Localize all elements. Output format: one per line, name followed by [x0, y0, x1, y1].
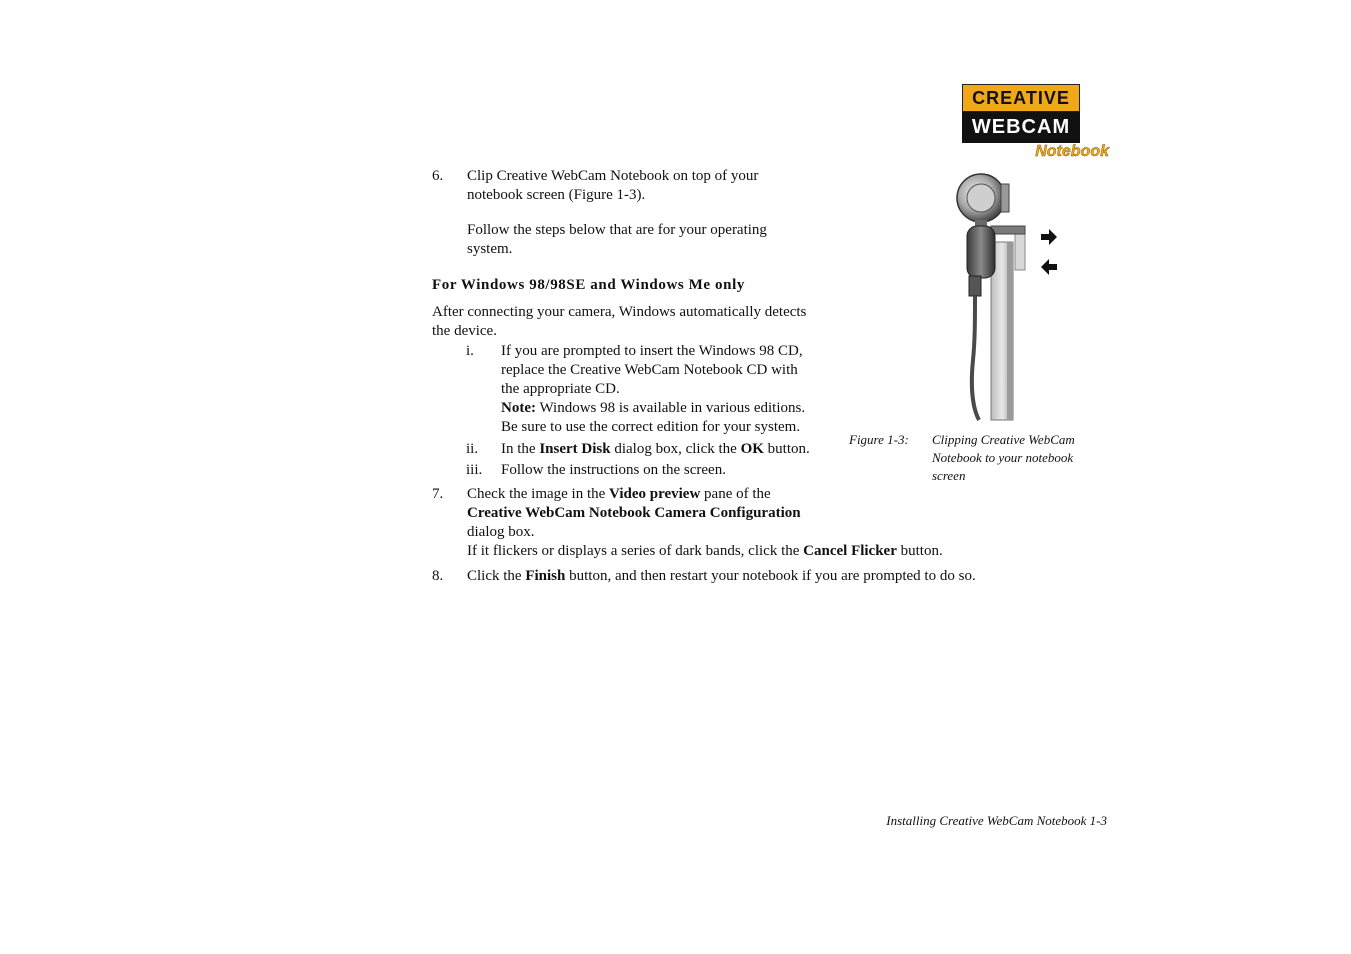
substep-text: button.	[763, 441, 810, 457]
intro-paragraph	[432, 303, 806, 341]
substep-text: In the	[501, 441, 540, 457]
substep-text: the appropriate CD.	[501, 381, 620, 397]
substep-number: ii.	[466, 441, 479, 457]
page-footer: Installing Creative WebCam Notebook 1-3	[886, 813, 1107, 828]
step-text: button, and then restart your notebook if you are prompted to do so.	[565, 568, 976, 584]
finish-label: Finish	[525, 568, 566, 584]
note-label: Note:	[501, 400, 536, 416]
logo-product: WEBCAM	[962, 112, 1080, 143]
step-text: dialog box.	[467, 524, 535, 540]
substep-number: iii.	[466, 462, 483, 478]
step-text: Click the	[467, 568, 526, 584]
substep-number: i.	[466, 343, 474, 359]
step-text: system.	[467, 241, 513, 257]
note-text: Be sure to use the correct edition for your system.	[501, 419, 801, 435]
intro-line: the device.	[432, 323, 497, 339]
caption-line: Clipping Creative WebCam	[932, 432, 1075, 447]
step-text: If it flickers or displays a series of dark bands, click the	[467, 543, 804, 559]
substep-text: replace the Creative WebCam Notebook CD with	[501, 362, 798, 378]
step-text: Check the image in the	[467, 486, 610, 502]
step-text: Clip Creative WebCam Notebook on top of your	[467, 168, 759, 184]
intro-line: After connecting your camera, Windows automatically detects	[432, 304, 807, 320]
step-text: pane of the	[700, 486, 771, 502]
figure-label: Figure 1-3:	[849, 432, 909, 447]
video-preview-label: Video preview	[609, 486, 701, 502]
caption-line: screen	[932, 468, 966, 483]
step-number: 7.	[432, 486, 444, 502]
substep-text: If you are prompted to insert the Windows 98 CD,	[501, 343, 803, 359]
note-text: Windows 98 is available in various editions.	[535, 400, 806, 416]
logo-brand: CREATIVE	[962, 84, 1080, 112]
creative-webcam-logo	[961, 83, 1111, 163]
cancel-flicker-label: Cancel Flicker	[803, 543, 897, 559]
insert-disk-label: Insert Disk	[539, 441, 611, 457]
note	[501, 399, 805, 418]
step-text: Follow the steps below that are for your operating	[467, 222, 767, 238]
step-number: 6.	[432, 168, 444, 184]
camera-config-label: Creative WebCam Notebook Camera Configuration	[467, 505, 801, 521]
step-text: button.	[896, 543, 943, 559]
caption-line: Notebook to your notebook	[932, 450, 1074, 465]
substep-text: Follow the instructions on the screen.	[501, 462, 726, 478]
step-number: 8.	[432, 568, 444, 584]
ok-label: OK	[740, 441, 764, 457]
step-text: notebook screen (Figure 1-3).	[467, 187, 646, 203]
substep-text: dialog box, click the	[610, 441, 741, 457]
webcam-clip-illustration	[945, 170, 1065, 422]
section-heading: For Windows 98/98SE and Windows Me only	[432, 277, 745, 293]
logo-edition: Notebook	[1035, 143, 1109, 160]
